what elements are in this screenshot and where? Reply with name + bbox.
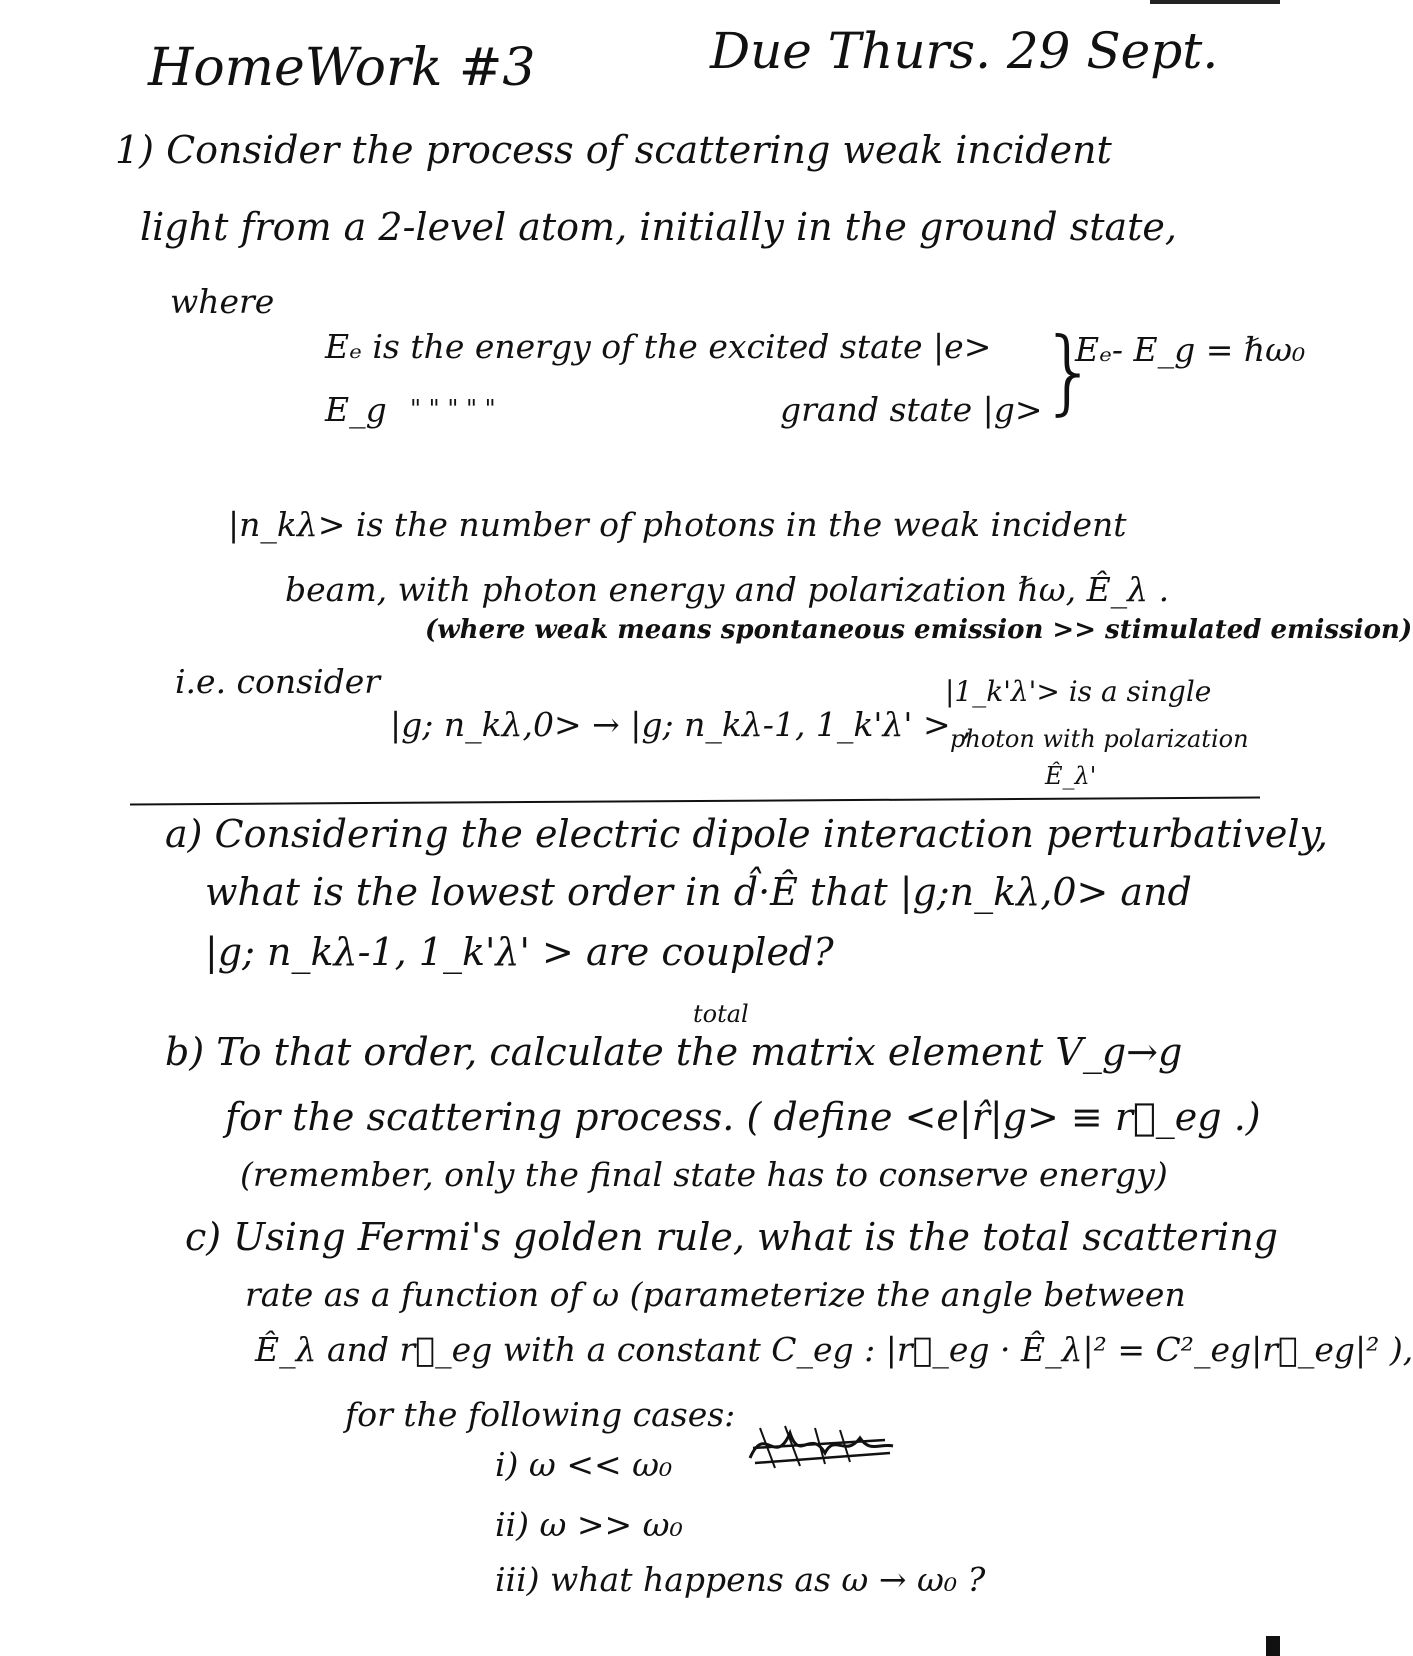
problem1-line1: 1) Consider the process of scattering weak incident	[115, 128, 1112, 172]
weak-note: (where weak means spontaneous emission >> stimulated emission)	[425, 615, 1413, 645]
scan-edge-mark	[1150, 0, 1280, 4]
part-b-total-note: total	[693, 1000, 749, 1028]
photon-number-line2: beam, with photon energy and polarization ℏω, Ê_λ .	[285, 570, 1170, 609]
scattering-process: |g; n_kλ,0> → |g; n_kλ-1, 1_k'λ' > ,	[390, 705, 972, 744]
part-a-line1: a) Considering the electric dipole interaction perturbatively,	[165, 812, 1328, 856]
ie-consider: i.e. consider	[175, 662, 381, 701]
case-i: i) ω << ω₀	[495, 1445, 673, 1484]
case-iii: iii) what happens as ω → ω₀ ?	[495, 1560, 986, 1599]
part-c-line1: c) Using Fermi's golden rule, what is the total scattering	[185, 1215, 1279, 1259]
part-a-line3: |g; n_kλ-1, 1_k'λ' > are coupled?	[205, 930, 834, 974]
due-date: Due Thurs. 29 Sept.	[710, 22, 1219, 80]
ditto-marks: " " " " "	[410, 395, 496, 423]
crossed-out-scribble	[745, 1418, 895, 1474]
single-photon-line2: photon with polarization	[950, 725, 1249, 753]
part-a-line2: what is the lowest order in d̂·Ê that |g;n_kλ,0> and	[205, 870, 1192, 914]
problem1-line2: light from a 2-level atom, initially in the ground state,	[140, 205, 1177, 249]
part-b-line3: (remember, only the final state has to conserve energy)	[240, 1155, 1168, 1194]
excited-energy-line: Eₑ is the energy of the excited state |e>	[325, 327, 992, 366]
part-b-line1: b) To that order, calculate the matrix element V_g→g	[165, 1030, 1183, 1074]
part-c-line4: for the following cases:	[345, 1395, 736, 1434]
homework-title: HomeWork #3	[148, 38, 536, 98]
ground-energy-symbol: E_g	[325, 390, 387, 429]
part-c-line3: Ê_λ and r⃗_eg with a constant C_eg : |r⃗_eg · Ê_λ|² = C²_eg|r⃗_eg|² ),	[255, 1330, 1413, 1369]
single-photon-line1: |1_k'λ'> is a single	[945, 675, 1212, 708]
scan-corner-mark	[1266, 1636, 1280, 1656]
energy-difference: Eₑ- E_g = ℏω₀	[1075, 330, 1306, 369]
right-brace: }	[1040, 318, 1099, 425]
problem1-line3: where	[170, 282, 275, 321]
single-photon-line3: Ê_λ'	[1045, 762, 1097, 790]
photon-number-line1: |n_kλ> is the number of photons in the weak incident	[228, 505, 1127, 544]
section-divider	[130, 797, 1260, 806]
case-ii: ii) ω >> ω₀	[495, 1505, 683, 1544]
part-c-line2: rate as a function of ω (parameterize the angle between	[245, 1275, 1186, 1314]
ground-state-label: grand state |g>	[780, 390, 1043, 429]
part-b-line2: for the scattering process. ( define <e|r̂|g> ≡ r⃗_eg .)	[225, 1095, 1261, 1139]
